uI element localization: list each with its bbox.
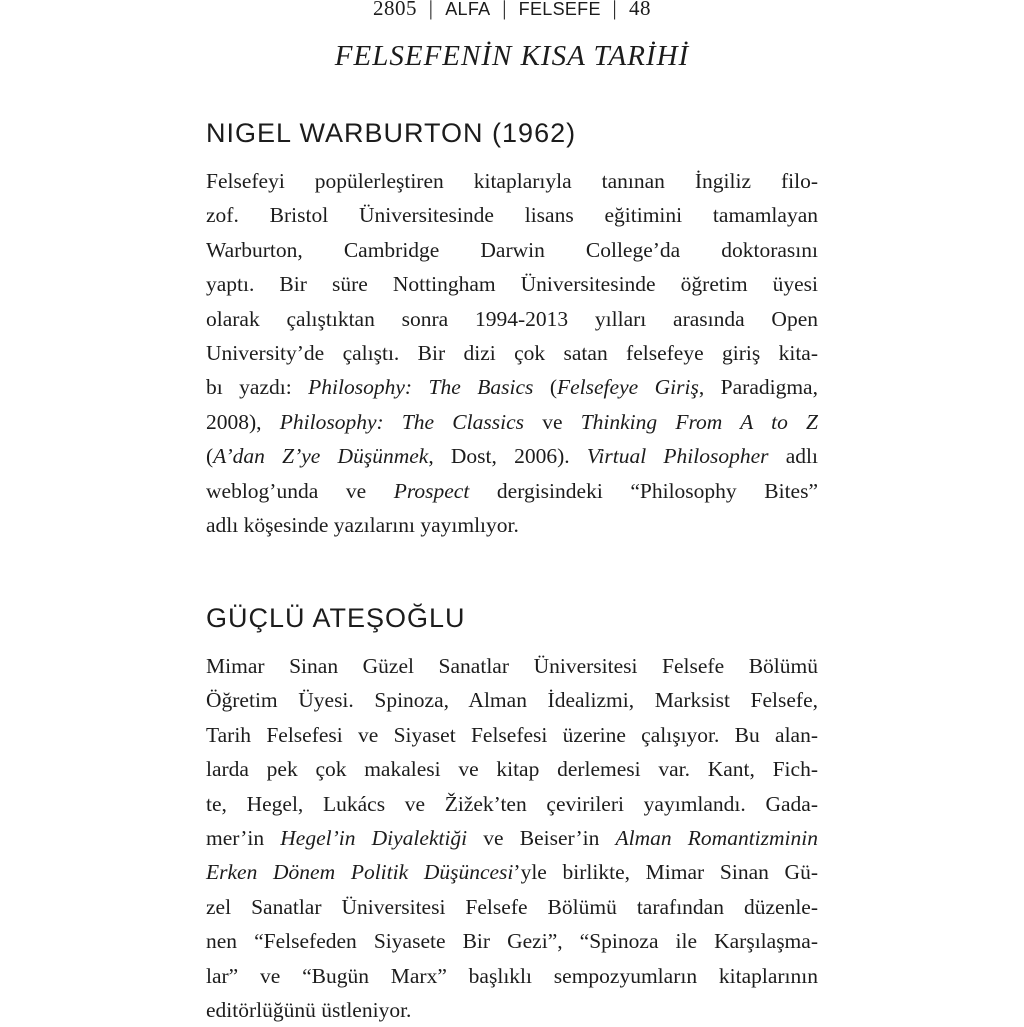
italic-title: Prospect bbox=[393, 478, 470, 503]
category-name: FELSEFE bbox=[518, 0, 601, 19]
running-header bbox=[0, 0, 1024, 21]
italic-title: Thinking From A to Z bbox=[580, 409, 818, 434]
author-heading-warburton: NIGEL WARBURTON (1962) bbox=[206, 118, 577, 148]
bio-line: Mimar Sinan Güzel Sanatlar Üniversitesi Felsefe Bölümü bbox=[206, 654, 818, 678]
italic-title: Virtual Philosopher bbox=[586, 444, 769, 469]
bio-line: olarak çalıştıktan sonra 1994-2013 yılları arasında Open bbox=[206, 306, 818, 331]
bio-line: editörlüğünü üstleniyor. bbox=[206, 997, 412, 1022]
italic-title: Alman Romantizminin bbox=[615, 825, 818, 850]
italic-title: Philosophy: The Basics bbox=[308, 375, 534, 400]
bio-line: te, Hegel, Lukács ve Žižek’ten çevirileri yayımlandı. Gada- bbox=[206, 791, 818, 816]
italic-title: A’dan Z’ye Düşünmek bbox=[213, 444, 429, 469]
bio-line: Felsefeyi popülerleştiren kitaplarıyla tanınan İngiliz filo- bbox=[206, 169, 818, 193]
bio-line: University’de çalıştı. Bir dizi çok satan felsefeye giriş kita- bbox=[206, 340, 818, 365]
separator: | bbox=[612, 0, 618, 20]
bio-line: 2008), Philosophy: The Classics ve Thinking From A to Z bbox=[206, 409, 818, 434]
separator: | bbox=[502, 0, 507, 20]
bio-line: Tarih Felsefesi ve Siyaset Felsefesi üzerine çalışıyor. Bu alan- bbox=[206, 722, 818, 747]
publisher-name: ALFA bbox=[445, 0, 491, 19]
bio-line: Erken Dönem Politik Düşüncesi’yle birlikte, Mimar Sinan Gü- bbox=[206, 860, 818, 885]
series-number: 2805 bbox=[372, 0, 417, 20]
book-number: 48 bbox=[629, 0, 651, 20]
bio-line: yaptı. Bir süre Nottingham Üniversitesinde öğretim üyesi bbox=[206, 272, 818, 297]
italic-title: Erken Dönem Politik Düşüncesi bbox=[206, 860, 514, 885]
bio-line: mer’in Hegel’in Diyalektiği ve Beiser’in Alman Romantizminin bbox=[206, 825, 818, 850]
bio-line: Warburton, Cambridge Darwin College’da doktorasını bbox=[206, 237, 818, 262]
author-bio-atesoglu bbox=[206, 649, 818, 1027]
bio-line: (A’dan Z’ye Düşünmek, Dost, 2006). Virtual Philosopher adlı bbox=[206, 444, 818, 469]
italic-title: Felsefeye Giriş bbox=[557, 375, 699, 400]
bio-line: zel Sanatlar Üniversitesi Felsefe Bölümü tarafından düzenle- bbox=[206, 894, 818, 919]
bio-line: lar” ve “Bugün Marx” başlıklı sempozyumların kitaplarının bbox=[206, 963, 818, 988]
bio-line: nen “Felsefeden Siyasete Bir Gezi”, “Spinoza ile Karşılaşma- bbox=[206, 929, 818, 954]
italic-title: Philosophy: The Classics bbox=[279, 409, 524, 434]
separator: | bbox=[428, 0, 434, 20]
bio-line: larda pek çok makalesi ve kitap derlemesi var. Kant, Fich- bbox=[206, 757, 818, 782]
book-title: FELSEFENİN KISA TARİHİ bbox=[334, 40, 690, 72]
bio-line: bı yazdı: Philosophy: The Basics (Felsefeye Giriş, Paradigma, bbox=[206, 375, 818, 400]
bio-line: zof. Bristol Üniversitesinde lisans eğitimini tamamlayan bbox=[206, 203, 818, 228]
bio-line: Öğretim Üyesi. Spinoza, Alman İdealizmi, Marksist Felsefe, bbox=[206, 688, 818, 713]
italic-title: Hegel’in Diyalektiği bbox=[280, 825, 468, 850]
author-heading-atesoglu: GÜÇLÜ ATEŞOĞLU bbox=[206, 603, 466, 633]
bio-line: adlı köşesinde yazılarını yayımlıyor. bbox=[206, 512, 519, 537]
author-bio-warburton bbox=[206, 164, 818, 542]
bio-line: weblog’unda ve Prospect dergisindeki “Philosophy Bites” bbox=[206, 478, 818, 503]
